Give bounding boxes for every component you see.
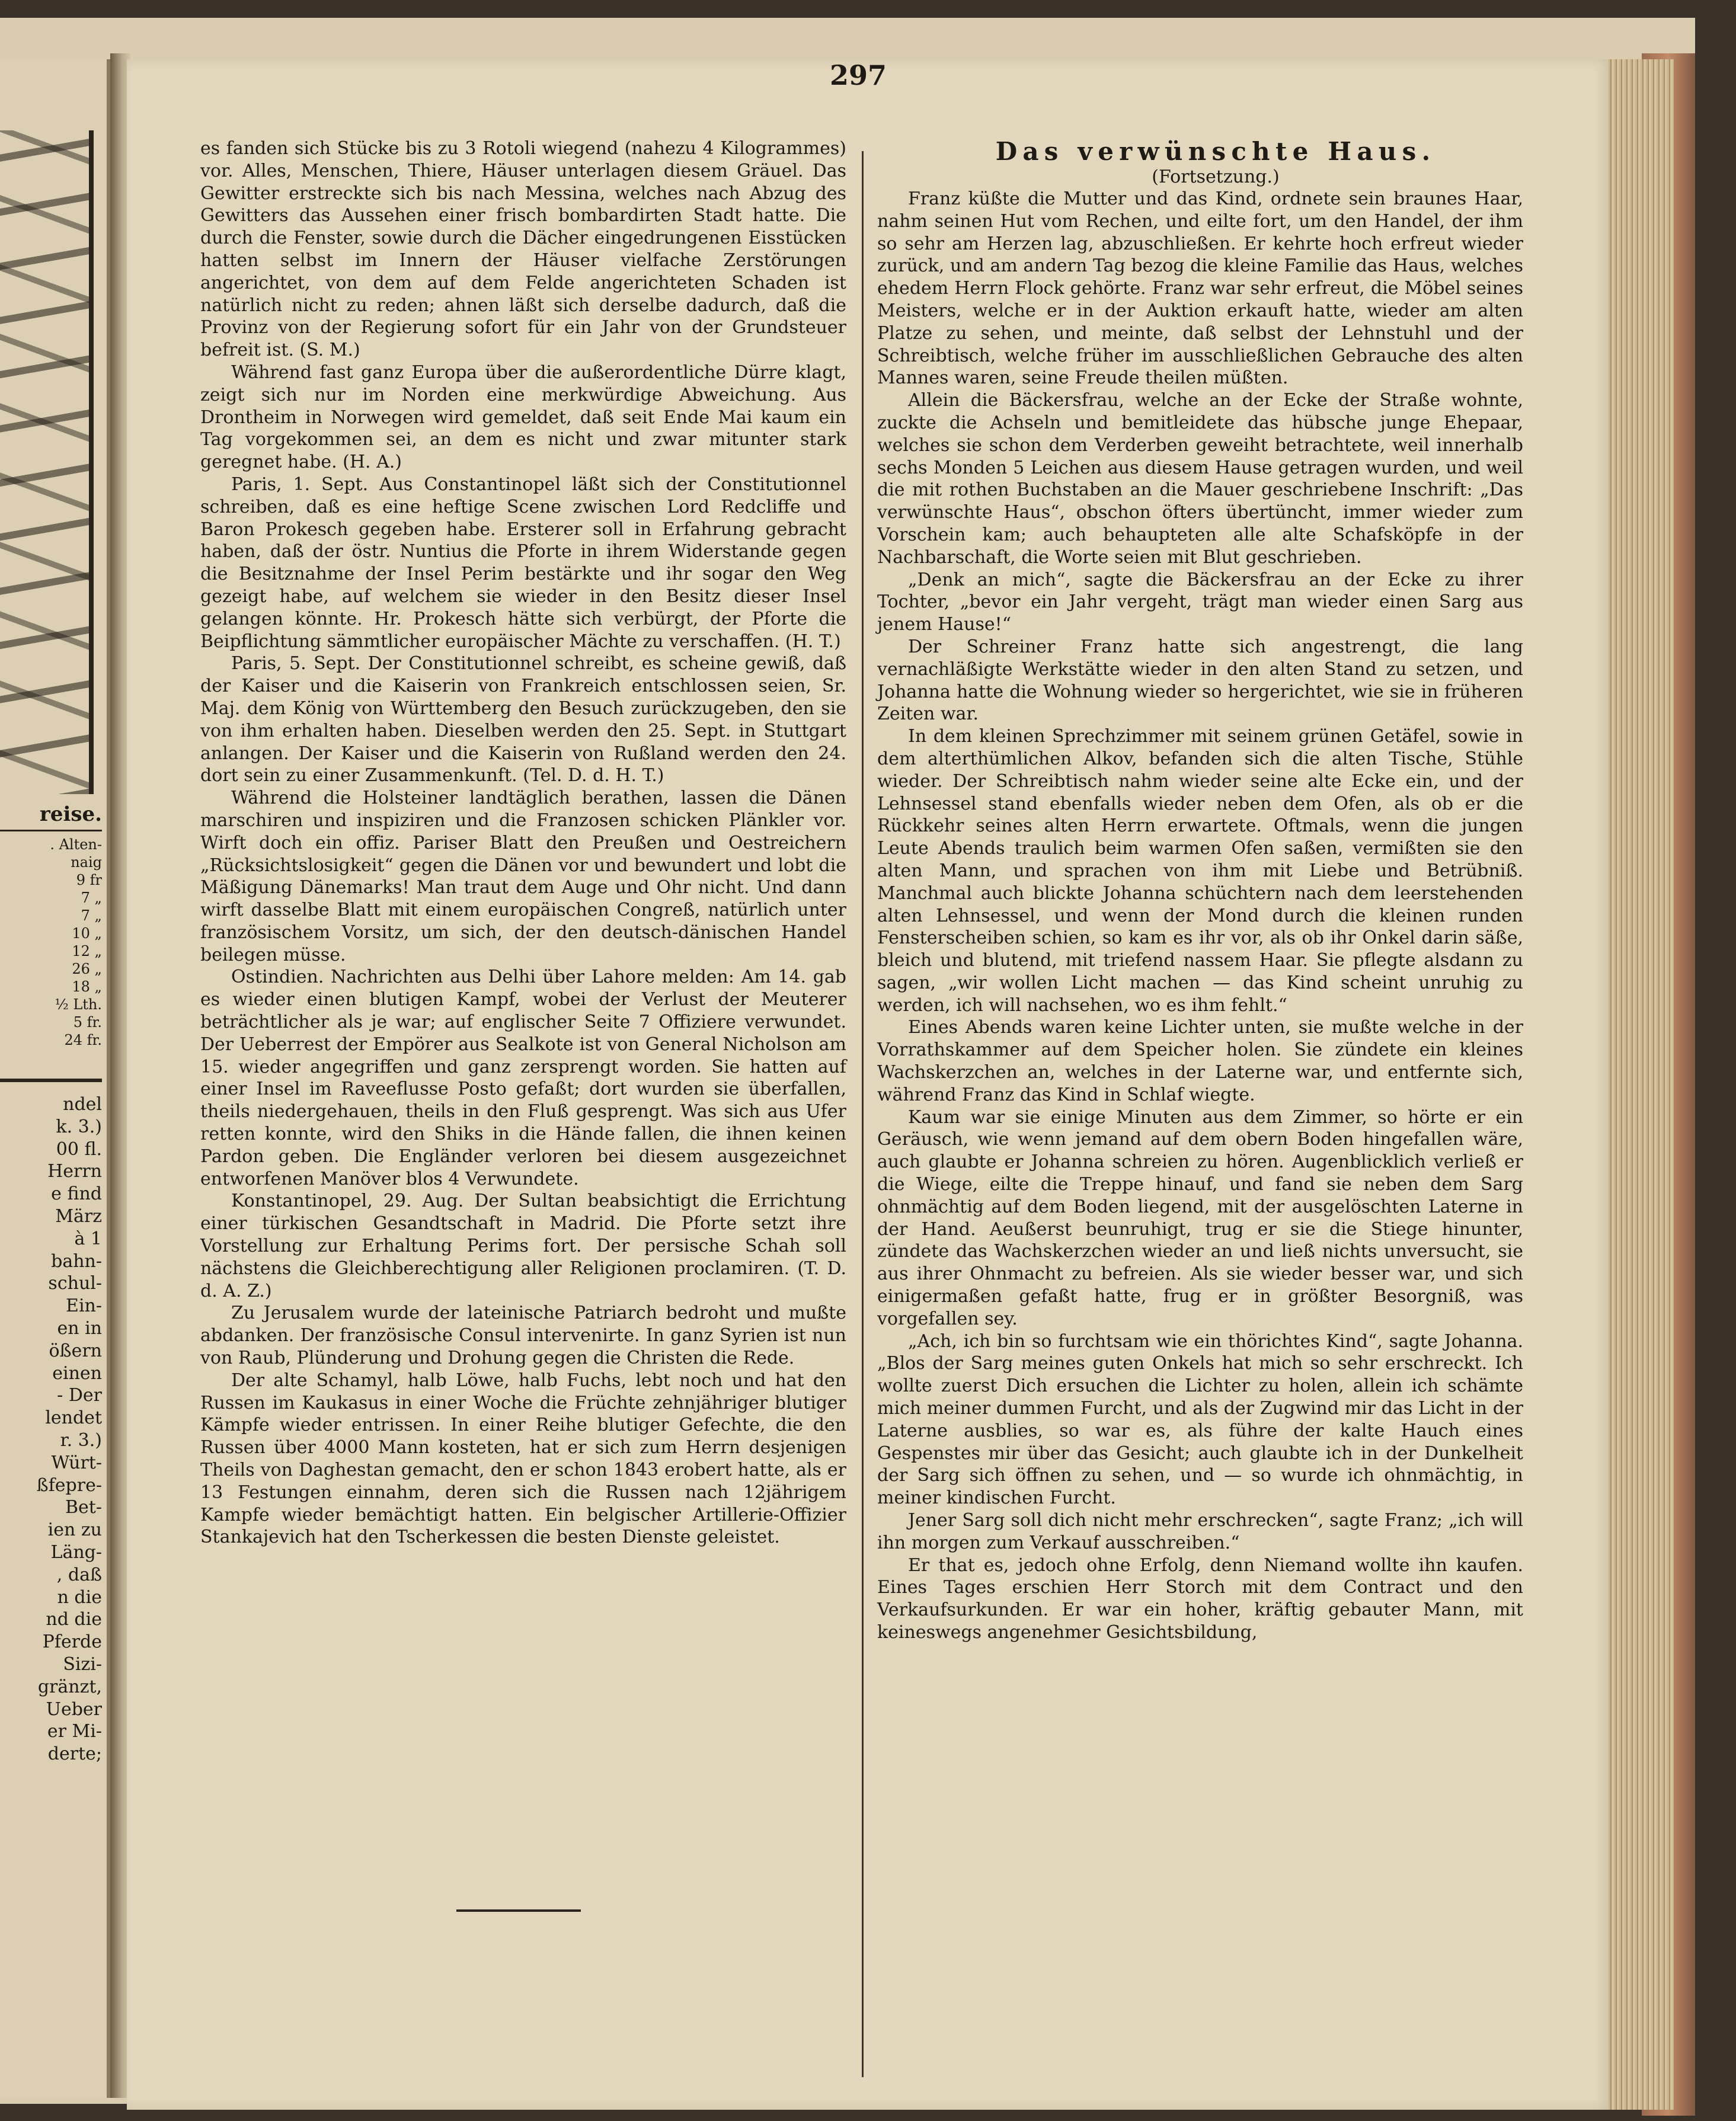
column-divider bbox=[862, 151, 864, 2077]
fragment-line: 10 „ bbox=[72, 925, 102, 942]
fragment-line: derte; bbox=[47, 1743, 102, 1765]
fragment-line: 00 fl. bbox=[56, 1138, 102, 1160]
fragment-line: 5 fr. bbox=[73, 1014, 102, 1031]
paragraph: Eines Abends waren keine Lichter unten, sie mußte welche in der Vorrathskammer auf dem Speicher holen. Sie zündete ein kleines Wachskerzchen an, welches in der Laterne war, und entfernte sich, während Franz das Kind in Schlaf wiegte. bbox=[877, 1017, 1523, 1105]
fragment-line: . Alten- bbox=[50, 836, 102, 853]
fragment-line: ien zu bbox=[47, 1519, 102, 1541]
fragment-line: lendet bbox=[45, 1407, 102, 1429]
fragment-line: einen bbox=[52, 1362, 102, 1384]
fragment-line: bahn- bbox=[51, 1250, 102, 1272]
fragment-line: Herrn bbox=[47, 1161, 102, 1182]
paragraph: Während fast ganz Europa über die außerordentliche Dürre klagt, zeigt sich nur im Norden eine merkwürdige Abweichung. Aus Drontheim in Norwegen wird gemeldet, daß seit Ende Mai kaum ein Tag vorgekommen sei, an dem es nicht und zwar mitunter stark geregnet habe. (H. A.) bbox=[200, 362, 846, 473]
fragment-line: 7 „ bbox=[81, 907, 102, 924]
fragment-line: Ein- bbox=[66, 1295, 102, 1317]
fragment-line: gränzt, bbox=[37, 1676, 102, 1697]
fragment-line: 26 „ bbox=[72, 961, 102, 977]
fragment-line: - Der bbox=[57, 1385, 102, 1406]
fragment-line: , daß bbox=[56, 1564, 102, 1585]
fragment-line: à 1 bbox=[74, 1228, 102, 1249]
left-rule bbox=[0, 830, 102, 831]
fragment-line: schul- bbox=[48, 1273, 102, 1294]
paragraph: Kaum war sie einige Minuten aus dem Zimmer, so hörte er ein Geräusch, wie wenn jemand auf dem obern Boden hingefallen wäre, auch glaubte er Johanna schreien zu hören. Augenblicklich verließ er die Wiege, eilte die Treppe hinauf, und fand sie neben dem Sarg ohnmächtig auf dem Boden liegend, mit der ausgelöschten Laterne in der Hand. Aeußerst beunruhigt, trug er sie die Stiege hinunter, zündete das Wachskerzchen wieder an und ließ nichts unversucht, sie aus ihrer Ohnmacht zu befreien. Als sie wieder besser war, und sich einigermaßen gefaßt hatte, frug er in größter Besorgniß, was vorgefallen sey. bbox=[877, 1106, 1523, 1329]
paragraph: Jener Sarg soll dich nicht mehr erschrecken“, sagte Franz; „ich will ihn morgen zum Verkauf ausschreiben.“ bbox=[877, 1510, 1523, 1553]
fragment-line: er Mi- bbox=[47, 1721, 102, 1742]
fragment-line: e find bbox=[51, 1183, 102, 1205]
article-title: Das verwünschte Haus. bbox=[995, 137, 1436, 166]
end-rule bbox=[456, 1909, 581, 1912]
fragment-line: Ueber bbox=[46, 1698, 102, 1720]
fragment-line: ößern bbox=[49, 1340, 102, 1361]
fragment-line: ndel bbox=[63, 1094, 102, 1115]
page-edges bbox=[1609, 59, 1674, 2110]
paragraph: Allein die Bäckersfrau, welche an der Ecke der Straße wohnte, zuckte die Achseln und bemitleidete das hübsche junge Ehepaar, welches sie schon dem Verderben geweiht betrachtete, weil innerhalb sechs Monden 5 Leichen aus diesem Hause getragen wurden, und weil die mit rothen Buchstaben an die Mauer geschriebene Inschrift: „Das verwünschte Haus“, obschon öfters übertüncht, immer wieder zum Vorschein kam; auch behaupteten alle alte Schafsköpfe in der Nachbarschaft, die Worte seien mit Blut geschrieben. bbox=[877, 390, 1523, 568]
article-body bbox=[877, 188, 1523, 1644]
paragraph: Der alte Schamyl, halb Löwe, halb Fuchs, lebt noch und hat den Russen im Kaukasus in einer Woche die Früchte zehnjähriger blutiger Kämpfe wieder entrissen. In einer Reihe blutiger Gefechte, die den Russen über 4000 Mann kosteten, hat er sich zum Herrn desjenigen Theils von Daghestan gemacht, den er schon 1843 erobert hatte, als er 13 Festungen einnahm, deren sich die Russen nach 12jährigem Kampfe wieder bemächtigt hatten. Ein belgischer Artillerie-Offizier Stankajevich hat den Tscherkessen die besten Dienste geleistet. bbox=[200, 1370, 846, 1548]
left-page-fragment bbox=[0, 59, 110, 2098]
fragment-line: Pferde bbox=[42, 1631, 102, 1653]
fragment-line: ½ Lth. bbox=[55, 996, 102, 1013]
right-column bbox=[877, 137, 1523, 1644]
paragraph: es fanden sich Stücke bis zu 3 Rotoli wiegend (nahezu 4 Kilogrammes) vor. Alles, Menschen, Thiere, Häuser unterlagen diesem Gräuel. Das Gewitter erstreckte sich bis nach Messina, welches nach Abzug des Gewitters das Aussehen einer frisch bombardirten Stadt hatte. Die durch die Fenster, sowie durch die Dächer eingedrungenen Eisstücken hatten selbst im Innern der Häuser vielfache Zerstörungen angerichtet, von dem auf dem Felde angerichteten Schaden ist natürlich nicht zu reden; ahnen läßt sich derselbe dadurch, daß die Provinz von der Regierung sofort für ein Jahr von der Grundsteuer befreit ist. (S. M.) bbox=[200, 138, 846, 361]
paragraph: „Denk an mich“, sagte die Bäckersfrau an der Ecke zu ihrer Tochter, „bevor ein Jahr vergeht, trägt man wieder einen Sarg aus jenem Hause!“ bbox=[877, 569, 1523, 635]
ornament-decoration bbox=[0, 130, 94, 794]
fragment-line: naig bbox=[71, 854, 102, 871]
paragraph: Der Schreiner Franz hatte sich angestrengt, die lang vernachläßigte Werkstätte wieder in den alten Stand zu setzen, und Johanna hatte die Wohnung wieder so hergerichtet, wie sie in früheren Zeiten war. bbox=[877, 636, 1523, 725]
paragraph: Konstantinopel, 29. Aug. Der Sultan beabsichtigt die Errichtung einer türkischen Gesandtschaft in Madrid. Die Pforte setzt ihre Vorstellung zur Erhaltung Perims fort. Der persische Schah soll nächstens die Gleichberechtigung aller Religionen proclamiren. (T. D. d. A. Z.) bbox=[200, 1191, 846, 1301]
fragment-line: Würt- bbox=[51, 1452, 102, 1473]
fragment-line: 7 „ bbox=[81, 890, 102, 906]
paragraph: Paris, 5. Sept. Der Constitutionnel schreibt, es scheine gewiß, daß der Kaiser und die Kaiserin von Frankreich entschlossen seien, Sr. Maj. dem König von Württemberg den Besuch zurückzugeben, den sie von ihm erhalten haben. Dieselben werden den 25. Sept. in Stuttgart anlangen. Der Kaiser und die Kaiserin von Rußland werden den 24. dort sein zu einer Zusammenkunft. (Tel. D. d. H. T.) bbox=[200, 653, 846, 786]
fragment-line: 18 „ bbox=[72, 978, 102, 995]
article-subtitle: (Fortsetzung.) bbox=[1152, 167, 1280, 187]
fragment-line: 12 „ bbox=[72, 943, 102, 959]
paragraph: In dem kleinen Sprechzimmer mit seinem grünen Getäfel, sowie in dem alterthümlichen Alkov, befanden sich die alten Tische, Stühle wieder. Der Schreibtisch nahm wieder seine alte Ecke ein, und der Lehnsessel stand ebenfalls wieder neben dem Ofen, als ob er die Rückkehr seines alten Herrn erwartete. Oftmals, wenn die jungen Leute Abends traulich beim warmen Ofen saßen, vermißten sie den alten Mann, und sprachen von ihm mit Liebe und Betrübniß. Manchmal auch blickte Johanna schüchtern nach dem leerstehenden alten Lehnsessel, und wenn der Mond durch die kleinen runden Fensterscheiben schien, so kam es ihr vor, als ob ihr Onkel darin säße, bleich und blutend, mit triefend nassem Haar. Sie pflegte alsdann zu sagen, „wir wollen Licht machen — das Kind scheint unruhig zu werden, ich will nachsehen, wo es ihm fehlt.“ bbox=[877, 726, 1523, 1016]
fragment-line: en in bbox=[57, 1317, 102, 1339]
left-section-label: reise. bbox=[39, 803, 102, 826]
fragment-line: Sizi- bbox=[63, 1653, 102, 1675]
fragment-line: ßfepre- bbox=[36, 1474, 102, 1496]
fragment-line: 24 fr. bbox=[64, 1032, 102, 1048]
fragment-line: n die bbox=[57, 1586, 102, 1608]
left-column bbox=[200, 137, 846, 1549]
paragraph: Paris, 1. Sept. Aus Constantinopel läßt sich der Constitutionnel schreiben, daß es eine heftige Scene zwischen Lord Redcliffe und Baron Prokesch gegeben habe. Ersterer soll in Erfahrung gebracht haben, daß der östr. Nuntius die Pforte in ihrem Widerstande gegen die Besitznahme der Insel Perim bestärkte und ihr sogar den Weg gezeigt habe, auf welchem sie wieder in den Besitz dieser Insel gelangen könnte. Hr. Prokesch hätte sich verbürgt, der Pforte die Beipflichtung sämmtlicher europäischer Mächte zu verschaffen. (H. T.) bbox=[200, 474, 846, 652]
paragraph: Er that es, jedoch ohne Erfolg, denn Niemand wollte ihn kaufen. Eines Tages erschien Herr Storch mit dem Contract und den Verkaufsurkunden. Er war ein hoher, kräftig gebauter Mann, mit keineswegs angenehmer Gesichtsbildung, bbox=[877, 1554, 1523, 1643]
left-price-list bbox=[0, 836, 102, 1049]
left-text-fragment bbox=[0, 1093, 102, 1765]
paragraph: Zu Jerusalem wurde der lateinische Patriarch bedroht und mußte abdanken. Der französische Consul intervenirte. In ganz Syrien ist nun von Raub, Plünderung und Drohung gegen die Christen die Rede. bbox=[200, 1303, 846, 1369]
paragraph: Ostindien. Nachrichten aus Delhi über Lahore melden: Am 14. gab es wieder einen blutigen Kampf, wobei der Verlust der Meuterer beträchtlicher als je war; auf englischer Seite 7 Offiziere verwundet. Der Ueberrest der Empörer aus Sealkote ist von General Nicholson am 15. wieder angegriffen und ganz zersprengt worden. Sie hatten auf einer Insel im Raveeflusse Posto gefaßt; dort wurden sie überfallen, theils niedergehauen, theils in den Fluß gesprengt. Was sich aus Ufer retten konnte, wird den Shiks in die Hände fallen, die ihnen keinen Pardon geben. Die Engländer verloren bei diesem ausgezeichnet entworfenen Manöver blos 4 Verwundete. bbox=[200, 967, 846, 1189]
page-number: 297 bbox=[830, 59, 887, 91]
fragment-line: nd die bbox=[46, 1609, 102, 1630]
fragment-line: r. 3.) bbox=[60, 1429, 102, 1451]
fragment-line: 9 fr bbox=[76, 872, 102, 888]
left-rule-heavy bbox=[0, 1079, 102, 1082]
fragment-line: März bbox=[55, 1205, 102, 1227]
fragment-line: Bet- bbox=[65, 1497, 102, 1518]
paragraph: Während die Holsteiner landtäglich berathen, lassen die Dänen marschiren und inspiziren und die Franzosen schicken Plänkler vor. Wirft doch ein offiz. Pariser Blatt den Preußen und Oestreichern „Rücksichtslosigkeit“ gegen die Dänen vor und bewundert und lobt die Mäßigung Dänemarks! Man traut dem Auge und Ohr nicht. Und dann wirft dasselbe Blatt mit einem europäischen Congreß, natürlich unter französischem Vorsitz, um sich, der den deutsch-dänischen Handel beilegen müsse. bbox=[200, 788, 846, 965]
fragment-line: k. 3.) bbox=[56, 1116, 102, 1137]
paragraph: Franz küßte die Mutter und das Kind, ordnete sein braunes Haar, nahm seinen Hut vom Rechen, und eilte fort, um den Handel, der ihm so sehr am Herzen lag, abzuschließen. Er kehrte hoch erfreut wieder zurück, und am andern Tag bezog die kleine Familie das Haus, welches ehedem Herrn Flock gehörte. Franz war sehr erfreut, die Möbel seines Meisters, welche er in der Auktion erkauft hatte, wieder am alten Platze zu sehen, und meinte, daß selbst der Lehnstuhl und der Schreibtisch, welche früher im ausschließlichen Gebrauche des alten Mannes waren, seine Freude theilen müßten. bbox=[877, 188, 1523, 389]
paragraph: „Ach, ich bin so furchtsam wie ein thörichtes Kind“, sagte Johanna. „Blos der Sarg meines guten Onkels hat mich so sehr erschreckt. Ich wollte zuerst Dich ersuchen die Lichter zu holen, allein ich schämte mich meiner dummen Furcht, und als der Zugwind mir das Licht in der Laterne ausblies, so war es, als führe der kalte Hauch eines Gespenstes mir über das Gesicht; auch glaubte ich in der Dunkelheit der Sarg sich öffnen zu sehen, und — so wurde ich ohnmächtig, in meiner kindischen Furcht. bbox=[877, 1330, 1523, 1509]
fragment-line: Läng- bbox=[50, 1541, 102, 1563]
